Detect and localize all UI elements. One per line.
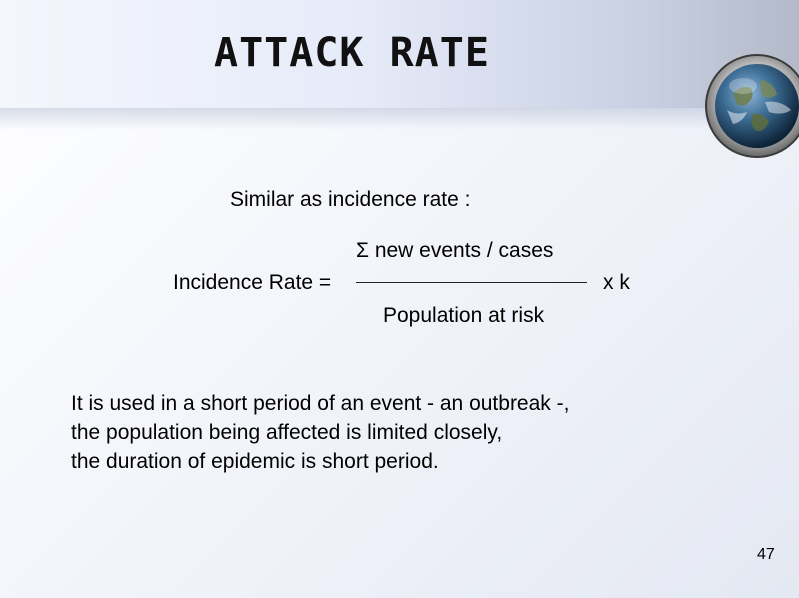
formula-denominator: Population at risk: [383, 304, 545, 327]
formula-numerator: Σ new events / cases: [356, 239, 554, 262]
paragraph-line: the duration of epidemic is short period.: [71, 450, 439, 473]
subtitle: Similar as incidence rate :: [230, 188, 471, 211]
body-paragraph: [71, 389, 569, 476]
page-number: 47: [757, 546, 775, 563]
fraction-line: [356, 282, 587, 283]
formula-multiplier: x k: [603, 271, 630, 294]
formula-label: Incidence Rate =: [173, 271, 332, 294]
earth-globe-icon: [703, 50, 799, 164]
header-shadow: [0, 108, 799, 130]
slide-title: ATTACK RATE: [214, 30, 490, 76]
paragraph-line: It is used in a short period of an event - an outbreak -,: [71, 392, 570, 415]
paragraph-line: the population being affected is limited closely,: [71, 421, 503, 444]
